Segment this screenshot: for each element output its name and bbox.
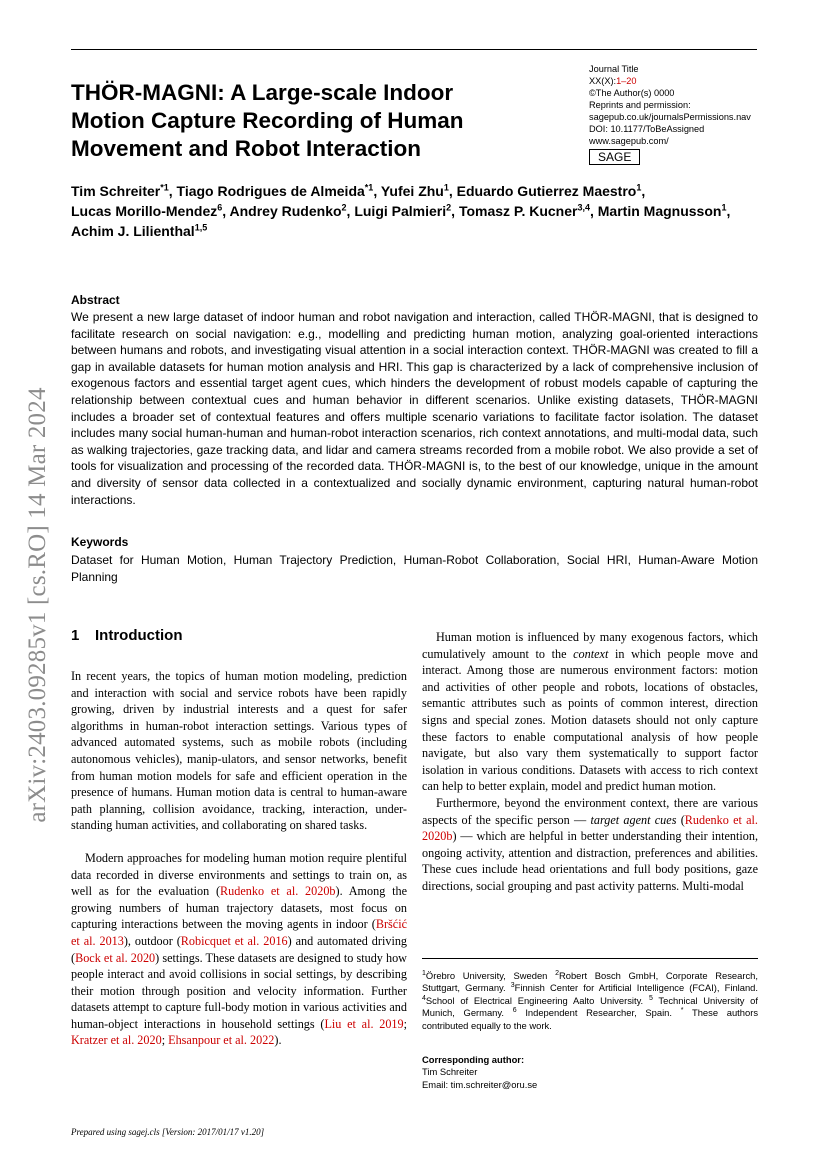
text-run: ) — which are helpful in better understanding their intention, ongoing activity, attention and distraction, preferences and abilities. These cues include head orientations and full body positions, gaze directions, social grouping and past activity patterns. Multi-modal bbox=[422, 829, 758, 893]
author-name: Luigi Palmieri bbox=[354, 203, 447, 219]
author-name: Tim Schreiter bbox=[71, 183, 161, 199]
text-run: ) settings. These datasets are designed to study how people interact and avoid collisions in social settings, by describing their motion through position and velocity information. Further datasets attempt to capture full-body motion in various activities and human-object interactions in household settings ( bbox=[71, 950, 407, 1031]
author-name: Yufei Zhu bbox=[380, 183, 444, 199]
author-affiliation-sup: *1 bbox=[160, 182, 169, 193]
citation-link[interactable]: Bršćić et al. 2013 bbox=[71, 917, 407, 948]
author-affiliation-sup: 3,4 bbox=[577, 202, 590, 213]
journal-copyright: ©The Author(s) 0000 bbox=[589, 88, 675, 98]
right-column bbox=[422, 629, 758, 895]
footnote-rule bbox=[422, 958, 758, 959]
citation-link[interactable]: Rudenko et al. 2020b bbox=[220, 884, 336, 899]
journal-website: www.sagepub.com/ bbox=[589, 136, 669, 146]
citation-link[interactable]: Liu et al. 2019 bbox=[324, 1016, 404, 1031]
text-run: School of Electrical Engineering Aalto University. bbox=[425, 994, 649, 1006]
paragraph bbox=[422, 629, 758, 795]
journal-title: Journal Title bbox=[589, 64, 639, 74]
author-affiliation-sup: 1,5 bbox=[194, 222, 208, 233]
text-run: in which people move and interact. Among those are numerous environment factors: motion and activities of other people and robots, locations of obstacles, semantic attributes such as points of common interest, direction signs and special zones. Motion datasets should not only capture these factors to enable computational analysis of how people navigate, but also vary them systematically to support factor isolation in various conditions. Datasets with access to rich context can help to better explain, model and predict human motion. bbox=[422, 646, 758, 794]
keywords-heading: Keywords bbox=[71, 535, 129, 549]
arxiv-identifier-stamp bbox=[18, 360, 58, 850]
text-run: Finnish Center for Artificial Intelligence (FCAI), Finland. bbox=[514, 982, 758, 994]
paragraph: In recent years, the topics of human motion modeling, prediction and interaction with social and service robots have been rapidly growing, driven by industrial interests and a quest for safer algorithms in human-robot interaction settings. Various types of advanced automated systems, such as mobile robots (including autonomous vehicles), manip-ulators, and sensor networks, benefit from human motion models for safe and efficient operation in the presence of humans. Human motion data is central to human-aware path planning, collision avoidance, tracking, interaction, under-standing human activities, and collaborating on shared tasks. bbox=[71, 669, 407, 833]
text-run: ). bbox=[274, 1033, 282, 1048]
author-name: Achim J. Lilienthal bbox=[71, 223, 195, 239]
journal-volume bbox=[589, 75, 764, 87]
text-run: ). Among the growing numbers of human trajectory datasets, most focus on capturing interactions between the moving agents in indoor ( bbox=[71, 884, 407, 932]
abstract-heading: Abstract bbox=[71, 293, 120, 307]
keywords-text: Dataset for Human Motion, Human Trajectory Prediction, Human-Robot Collaboration, Social HRI, Human-Aware Motion Planning bbox=[71, 553, 758, 584]
citation-link[interactable]: Robicquet et al. 2016 bbox=[180, 933, 288, 948]
footnote-sup: 3 bbox=[510, 982, 515, 990]
volume-pages-link[interactable]: 1–20 bbox=[616, 76, 637, 86]
author-name: Tiago Rodrigues de Almeida bbox=[176, 183, 365, 199]
author-name: Martin Magnusson bbox=[597, 203, 722, 219]
emphasis: target agent cues bbox=[590, 812, 677, 827]
footnote-sup: 6 bbox=[512, 1007, 517, 1015]
title-line: THÖR-MAGNI: A Large-scale Indoor bbox=[71, 80, 454, 105]
arxiv-identifier-text: arXiv:2403.09285v1 [cs.RO] 14 Mar 2024 bbox=[24, 387, 51, 823]
volume-prefix: XX(X): bbox=[589, 76, 617, 86]
paragraph bbox=[422, 795, 758, 895]
author-name: Eduardo Gutierrez Maestro bbox=[456, 183, 637, 199]
journal-info-block bbox=[589, 63, 764, 165]
corresponding-author-label: Corresponding author: bbox=[422, 1054, 525, 1065]
text-run: Furthermore, beyond the environment context, there are various aspects of the specific person — bbox=[422, 795, 758, 827]
footnote-sup: * bbox=[680, 1007, 684, 1015]
footnote-sup: 5 bbox=[648, 994, 653, 1002]
corresponding-author-email[interactable]: Email: tim.schreiter@oru.se bbox=[422, 1078, 538, 1090]
section-heading bbox=[71, 627, 182, 644]
author-name: Andrey Rudenko bbox=[229, 203, 342, 219]
journal-reprints: Reprints and permission: bbox=[589, 100, 691, 110]
author-affiliation-sup: 2 bbox=[341, 202, 347, 213]
paragraph bbox=[71, 850, 407, 1049]
corresponding-author-block bbox=[422, 1054, 758, 1091]
author-affiliation-sup: *1 bbox=[364, 182, 374, 193]
text-run: Örebro University, Sweden bbox=[425, 970, 556, 981]
text-run: ; bbox=[161, 1033, 169, 1048]
citation-link[interactable]: Ehsanpour et al. 2022 bbox=[168, 1033, 275, 1048]
text-run: These authors contributed equally to the work. bbox=[422, 1007, 759, 1031]
paper-title bbox=[71, 79, 541, 163]
citation-link[interactable]: Bock et al. 2020 bbox=[75, 950, 156, 965]
footnote-sup: 1 bbox=[422, 969, 426, 977]
author-list: Tim Schreiter$^{*1}$, Tiago Rodrigues de Almeida$^{*1}$, Yufei Zhu$^1$, Eduardo Gutierrez Maestro$^1$, Lucas Morillo-Mendez$^6$, Andrey Rudenko$^2$, Luigi Palmieri$^2$, Tomasz P. Kucner$^{3,4}$, Martin Magnusson$^1$, Achim J. Lilienthal$^{1,5}$ bbox=[71, 182, 731, 239]
corresponding-author-name: Tim Schreiter bbox=[422, 1066, 478, 1078]
title-line: Motion Capture Recording of Human bbox=[71, 108, 464, 133]
left-column bbox=[71, 668, 407, 1049]
page-footer: Prepared using sagej.cls [Version: 2017/01/17 v1.20] bbox=[71, 1127, 265, 1137]
footnote-sup: 2 bbox=[555, 969, 559, 977]
text-run: Robert Bosch GmbH, Corporate Research, Stuttgart, Germany. bbox=[422, 970, 758, 994]
citation-link[interactable]: Kratzer et al. 2020 bbox=[71, 1033, 162, 1048]
affiliations-footnote bbox=[422, 970, 758, 1032]
text-run: Technical University of Munich, Germany. bbox=[422, 994, 759, 1019]
section-title: Introduction bbox=[95, 627, 183, 644]
abstract-text: We present a new large dataset of indoor human and robot navigation and interaction, called THÖR-MAGNI, that is designed to facilitate research on social navigation: e.g., modelling and predicting human motion, analyzing goal-oriented interactions between humans and robots, and investigating visual attention in a social interaction context. THÖR-MAGNI was created to fill a gap in available datasets for human motion analysis and HRI. This gap is characterized by a lack of comprehensive inclusion of exogenous factors and essential target agent cues, which hinders the development of robust models capable of capturing the relationship between contextual cues and human behavior in different scenarios. Unlike existing datasets, THÖR-MAGNI includes a broader set of contextual features and offers multiple scenario variations to facilitate factor isolation. The dataset includes many social human-human and human-robot interaction scenarios, rich context annotations, and multi-modal data, such as walking trajectories, gaze tracking data, and lidar and camera streams recorded from a mobile robot. We also provide a set of tools for visualization and processing of the recorded data. THÖR-MAGNI is, to the best of our knowledge, unique in the amount and diversity of sensor data collected in a contextualized and socially dynamic environment, capturing natural human-robot interactions. bbox=[71, 310, 758, 507]
emphasis: context bbox=[573, 646, 609, 661]
journal-permissions-url: sagepub.co.uk/journalsPermissions.nav bbox=[589, 112, 751, 122]
citation-link[interactable]: Rudenko et al. 2020b bbox=[422, 812, 758, 844]
text-run: Human motion is influenced by many exogenous factors, which cumulatively amount to the bbox=[422, 630, 758, 661]
text-run: Modern approaches for modeling human motion require plentiful data recorded in diverse environments and settings to train on, as well as for the evaluation ( bbox=[71, 850, 407, 899]
text-run: ; bbox=[403, 1016, 408, 1031]
journal-doi: DOI: 10.1177/ToBeAssigned bbox=[589, 124, 705, 134]
text-run: ) and automated driving ( bbox=[71, 933, 408, 965]
author-name: Tomasz P. Kucner bbox=[458, 203, 578, 219]
author-name: Lucas Morillo-Mendez bbox=[71, 203, 218, 219]
author-affiliation-sup: 2 bbox=[446, 202, 452, 213]
sage-logo-badge: SAGE bbox=[589, 149, 640, 165]
footnote-sup: 4 bbox=[422, 994, 426, 1002]
author-affiliation-sup: 1 bbox=[636, 182, 642, 193]
author-affiliation-sup: 1 bbox=[721, 202, 727, 213]
title-line: Movement and Robot Interaction bbox=[71, 136, 422, 161]
text-run: Independent Researcher, Spain. bbox=[516, 1007, 681, 1019]
header-rule bbox=[71, 49, 757, 50]
author-affiliation-sup: 6 bbox=[217, 202, 223, 213]
section-number: 1 bbox=[71, 627, 80, 644]
text-run: ( bbox=[676, 812, 685, 827]
text-run: ), outdoor ( bbox=[123, 933, 181, 948]
author-affiliation-sup: 1 bbox=[443, 182, 449, 193]
